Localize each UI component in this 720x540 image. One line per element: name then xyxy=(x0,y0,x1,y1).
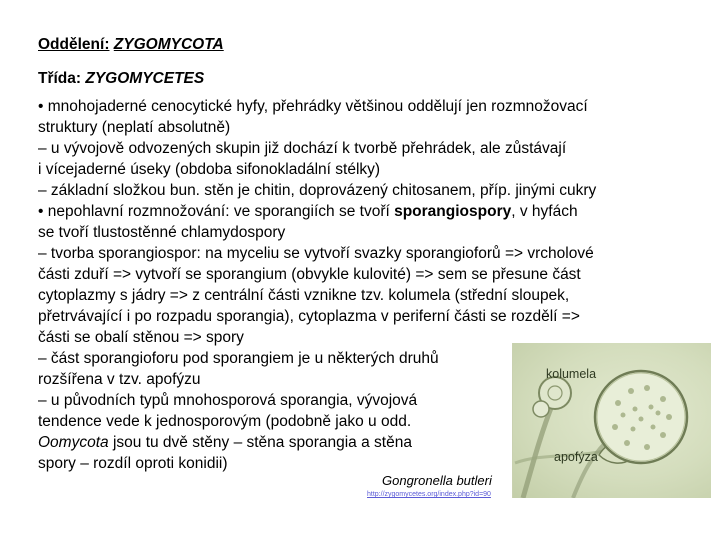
body-line: se tvoří tlustostěnné chlamydospory xyxy=(38,224,286,241)
body-line-text: , v hyfách xyxy=(511,203,578,220)
body-line: spory – rozdíl oproti konidii) xyxy=(38,455,228,472)
body-line: části zduří => vytvoří se sporangium (obvykle kulovité) => sem se přesune část xyxy=(38,266,581,283)
body-line: – u původních typů mnohosporová sporangia, vývojová xyxy=(38,392,418,409)
micrograph-image xyxy=(512,343,711,498)
class-name: ZYGOMYCETES xyxy=(85,70,205,87)
body-line: – u vývojově odvozených skupin již dochází k tvorbě přehrádek, ale zůstávají xyxy=(38,140,567,157)
body-line: části se obalí stěnou => spory xyxy=(38,329,244,346)
division-name: ZYGOMYCOTA xyxy=(113,36,224,53)
body-line: • mnohojaderné cenocytické hyfy, přehrádky většinou oddělují jen rozmnožovací xyxy=(38,98,588,115)
body-line: struktury (neplatí absolutně) xyxy=(38,119,231,136)
term-oomycota: Oomycota xyxy=(38,434,109,451)
body-line: – tvorba sporangiospor: na myceliu se vytvoří svazky sporangioforů => vrcholové xyxy=(38,245,594,262)
division-label: Oddělení: xyxy=(38,36,110,53)
body-line: rozšířena v tzv. apofýzu xyxy=(38,371,201,388)
body-line: cytoplazmy s jádry => z centrální části vznikne tzv. kolumela (střední sloupek, xyxy=(38,287,570,304)
sporangium-illustration xyxy=(513,343,711,498)
body-line: i vícejaderné úseky (obdoba sifonokladální stélky) xyxy=(38,161,381,178)
body-line: – základní složkou bun. stěn je chitin, doprovázený chitosanem, příp. jinými cukry xyxy=(38,182,597,199)
body-line-text: • nepohlavní rozmnožování: ve sporangiích se tvoří xyxy=(38,203,395,220)
body-line: – část sporangioforu pod sporangiem je u některých druhů xyxy=(38,350,439,367)
body-line xyxy=(38,201,578,222)
class-label: Třída: xyxy=(38,70,82,87)
figure-caption: Gongronella butleri xyxy=(382,473,492,488)
body-line: tendence vede k jednosporovým (podobně jako u odd. xyxy=(38,413,412,430)
label-apofyza: apofýza xyxy=(554,450,598,464)
class-heading xyxy=(38,70,204,88)
source-link[interactable]: http://zygomycetes.org/index.php?id=90 xyxy=(367,491,491,498)
label-kolumela: kolumela xyxy=(546,367,597,381)
body-line-text: jsou tu dvě stěny – stěna sporangia a stěna xyxy=(108,434,412,451)
division-heading xyxy=(38,36,224,54)
body-line xyxy=(38,432,412,453)
term-sporangiospory: sporangiospory xyxy=(394,203,512,220)
body-line: přetrvávající i po rozpadu sporangia), cytoplazma v periferní části se rozdělí => xyxy=(38,308,580,325)
